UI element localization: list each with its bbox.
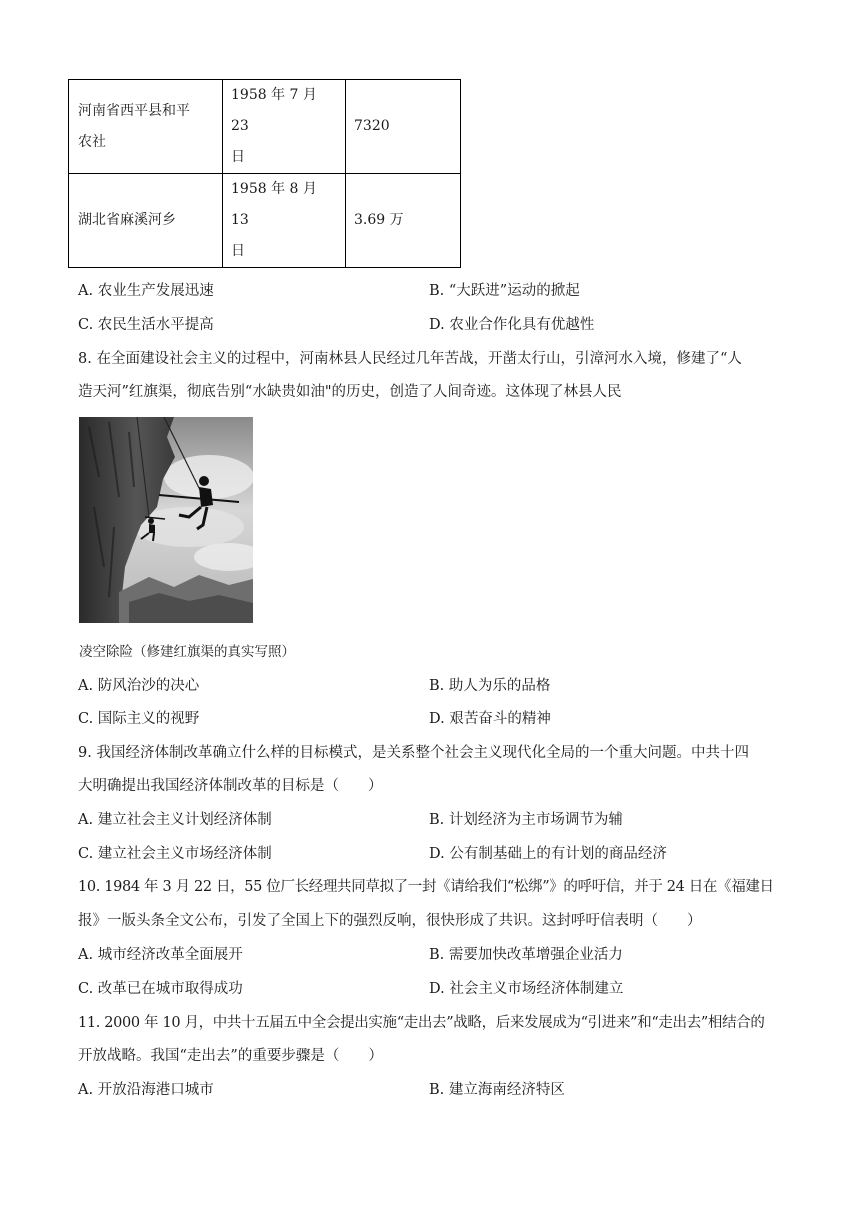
q8-option-c[interactable]: C. 国际主义的视野 [78,711,200,727]
q9-option-c[interactable]: C. 建立社会主义市场经济体制 [78,846,272,862]
table-cell-date [223,174,346,268]
cell-line: 1958 年 7 月 23 [231,87,317,134]
data-table [68,79,461,268]
cell-line: 河南省西平县和平 [78,102,190,119]
q9-stem-line2: 大明确提出我国经济体制改革的目标是（ ） [78,778,383,794]
q7-option-c[interactable]: C. 农民生活水平提高 [78,317,214,333]
q10-option-b[interactable]: B. 需要加快改革增强企业活力 [429,947,623,963]
q11-stem-line2: 开放战略。我国“走出去”的重要步骤是（ ） [78,1048,383,1064]
q9-option-a[interactable]: A. 建立社会主义计划经济体制 [78,812,272,828]
table-cell-date [223,80,346,174]
q9-option-b[interactable]: B. 计划经济为主市场调节为辅 [429,812,623,828]
q8-option-d[interactable]: D. 艰苦奋斗的精神 [429,711,551,727]
q10-stem-line1: 10. 1984 年 3 月 22 日，55 位厂长经理共同草拟了一封《请给我们“松绑”》的呼吁信，并于 24 日在《福建日 [78,879,774,895]
table-row [69,80,461,174]
q7-option-b[interactable]: B. “大跃进”运动的掀起 [429,283,580,299]
table-cell-place: 湖北省麻溪河乡 [69,174,223,268]
q10-option-a[interactable]: A. 城市经济改革全面展开 [78,947,243,963]
q10-option-c[interactable]: C. 改革已在城市取得成功 [78,981,243,997]
table-cell-value: 7320 [346,80,461,174]
q8-option-a[interactable]: A. 防风治沙的决心 [78,678,200,694]
q10-option-d[interactable]: D. 社会主义市场经济体制建立 [429,981,624,997]
table-cell-value: 3.69 万 [346,174,461,268]
q9-option-d[interactable]: D. 公有制基础上的有计划的商品经济 [429,846,667,862]
cell-line: 日 [231,149,245,165]
cell-line: 农社 [78,133,106,150]
q11-stem-line1: 11. 2000 年 10 月，中共十五届五中全会提出实施“走出去”战略，后来发展成为“引进来”和“走出去”相结合的 [78,1015,765,1031]
table-row [69,174,461,268]
q10-stem-line2: 报》一版头条全文公布，引发了全国上下的强烈反响，很快形成了共识。这封呼吁信表明（ ） [78,913,702,929]
q8-stem-line1: 8. 在全面建设社会主义的过程中，河南林县人民经过几年苦战，开凿太行山，引漳河水入境，修建了“人 [78,351,742,367]
q8-stem-line2: 造天河”红旗渠，彻底告别“水缺贵如油"的历史，创造了人间奇迹。这体现了林县人民 [78,384,622,400]
cliff-worker-photo [79,417,253,623]
photo-caption: 凌空除险（修建红旗渠的真实写照） [79,644,295,660]
q8-option-b[interactable]: B. 助人为乐的品格 [429,678,551,694]
table-cell-place [69,80,223,174]
cell-line: 日 [231,243,245,259]
q11-option-b[interactable]: B. 建立海南经济特区 [429,1082,565,1098]
q7-option-d[interactable]: D. 农业合作化具有优越性 [429,317,595,333]
q11-option-a[interactable]: A. 开放沿海港口城市 [78,1082,214,1098]
cell-line: 1958 年 8 月 13 [231,181,317,228]
q9-stem-line1: 9. 我国经济体制改革确立什么样的目标模式，是关系整个社会主义现代化全局的一个重大问题。中共十四 [78,745,749,761]
q7-option-a[interactable]: A. 农业生产发展迅速 [78,283,214,299]
